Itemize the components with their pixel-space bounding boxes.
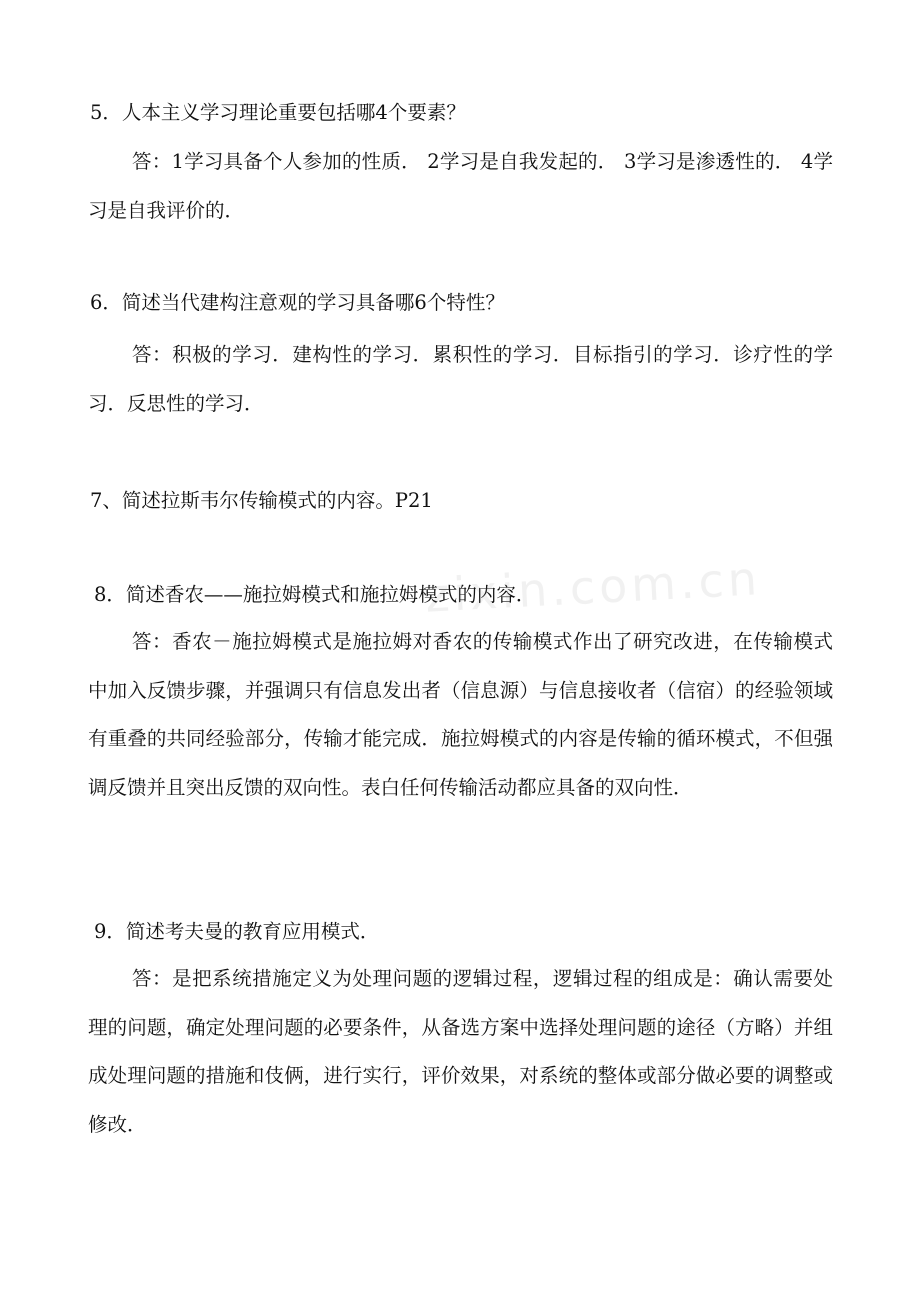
- answer-6: 答：积极的学习．建构性的学习．累积性的学习．目标指引的学习．诊疗性的学习．反思性的学习．: [88, 343, 833, 415]
- answer-9: 答：是把系统措施定义为处理问题的逻辑过程，逻辑过程的组成是：确认需要处理的问题，确定处理问题的必要条件，从备选方案中选择处理问题的途径（方略）并组成处理问题的措施和伎俩，进行实行，评价效果，对系统的整体或部分做必要的调整或修改．: [88, 967, 833, 1136]
- question-7: 7、简述拉斯韦尔传输模式的内容。P21: [90, 489, 433, 512]
- question-5: 5．人本主义学习理论重要包括哪4个要素？: [90, 101, 466, 124]
- question-6: 6．简述当代建构注意观的学习具备哪6个特性？: [90, 291, 505, 314]
- question-9: 9．简述考夫曼的教育应用模式．: [94, 920, 380, 943]
- question-8: 8．简述香农——施拉姆模式和施拉姆模式的内容．: [94, 583, 536, 606]
- answer-5: 答：1学习具备个人参加的性质． 2学习是自我发起的． 3学习是渗透性的． 4学习是自我评价的．: [88, 150, 833, 222]
- watermark: zixin.com.cn: [423, 551, 763, 623]
- answer-8: 答：香农－施拉姆模式是施拉姆对香农的传输模式作出了研究改进，在传输模式中加入反馈步骤，并强调只有信息发出者（信息源）与信息接收者（信宿）的经验领域有重叠的共同经验部分，传输才能完成．施拉姆模式的内容是传输的循环模式，不但强调反馈并且突出反馈的双向性。表白任何传输活动都应具备的双向性．: [88, 630, 833, 799]
